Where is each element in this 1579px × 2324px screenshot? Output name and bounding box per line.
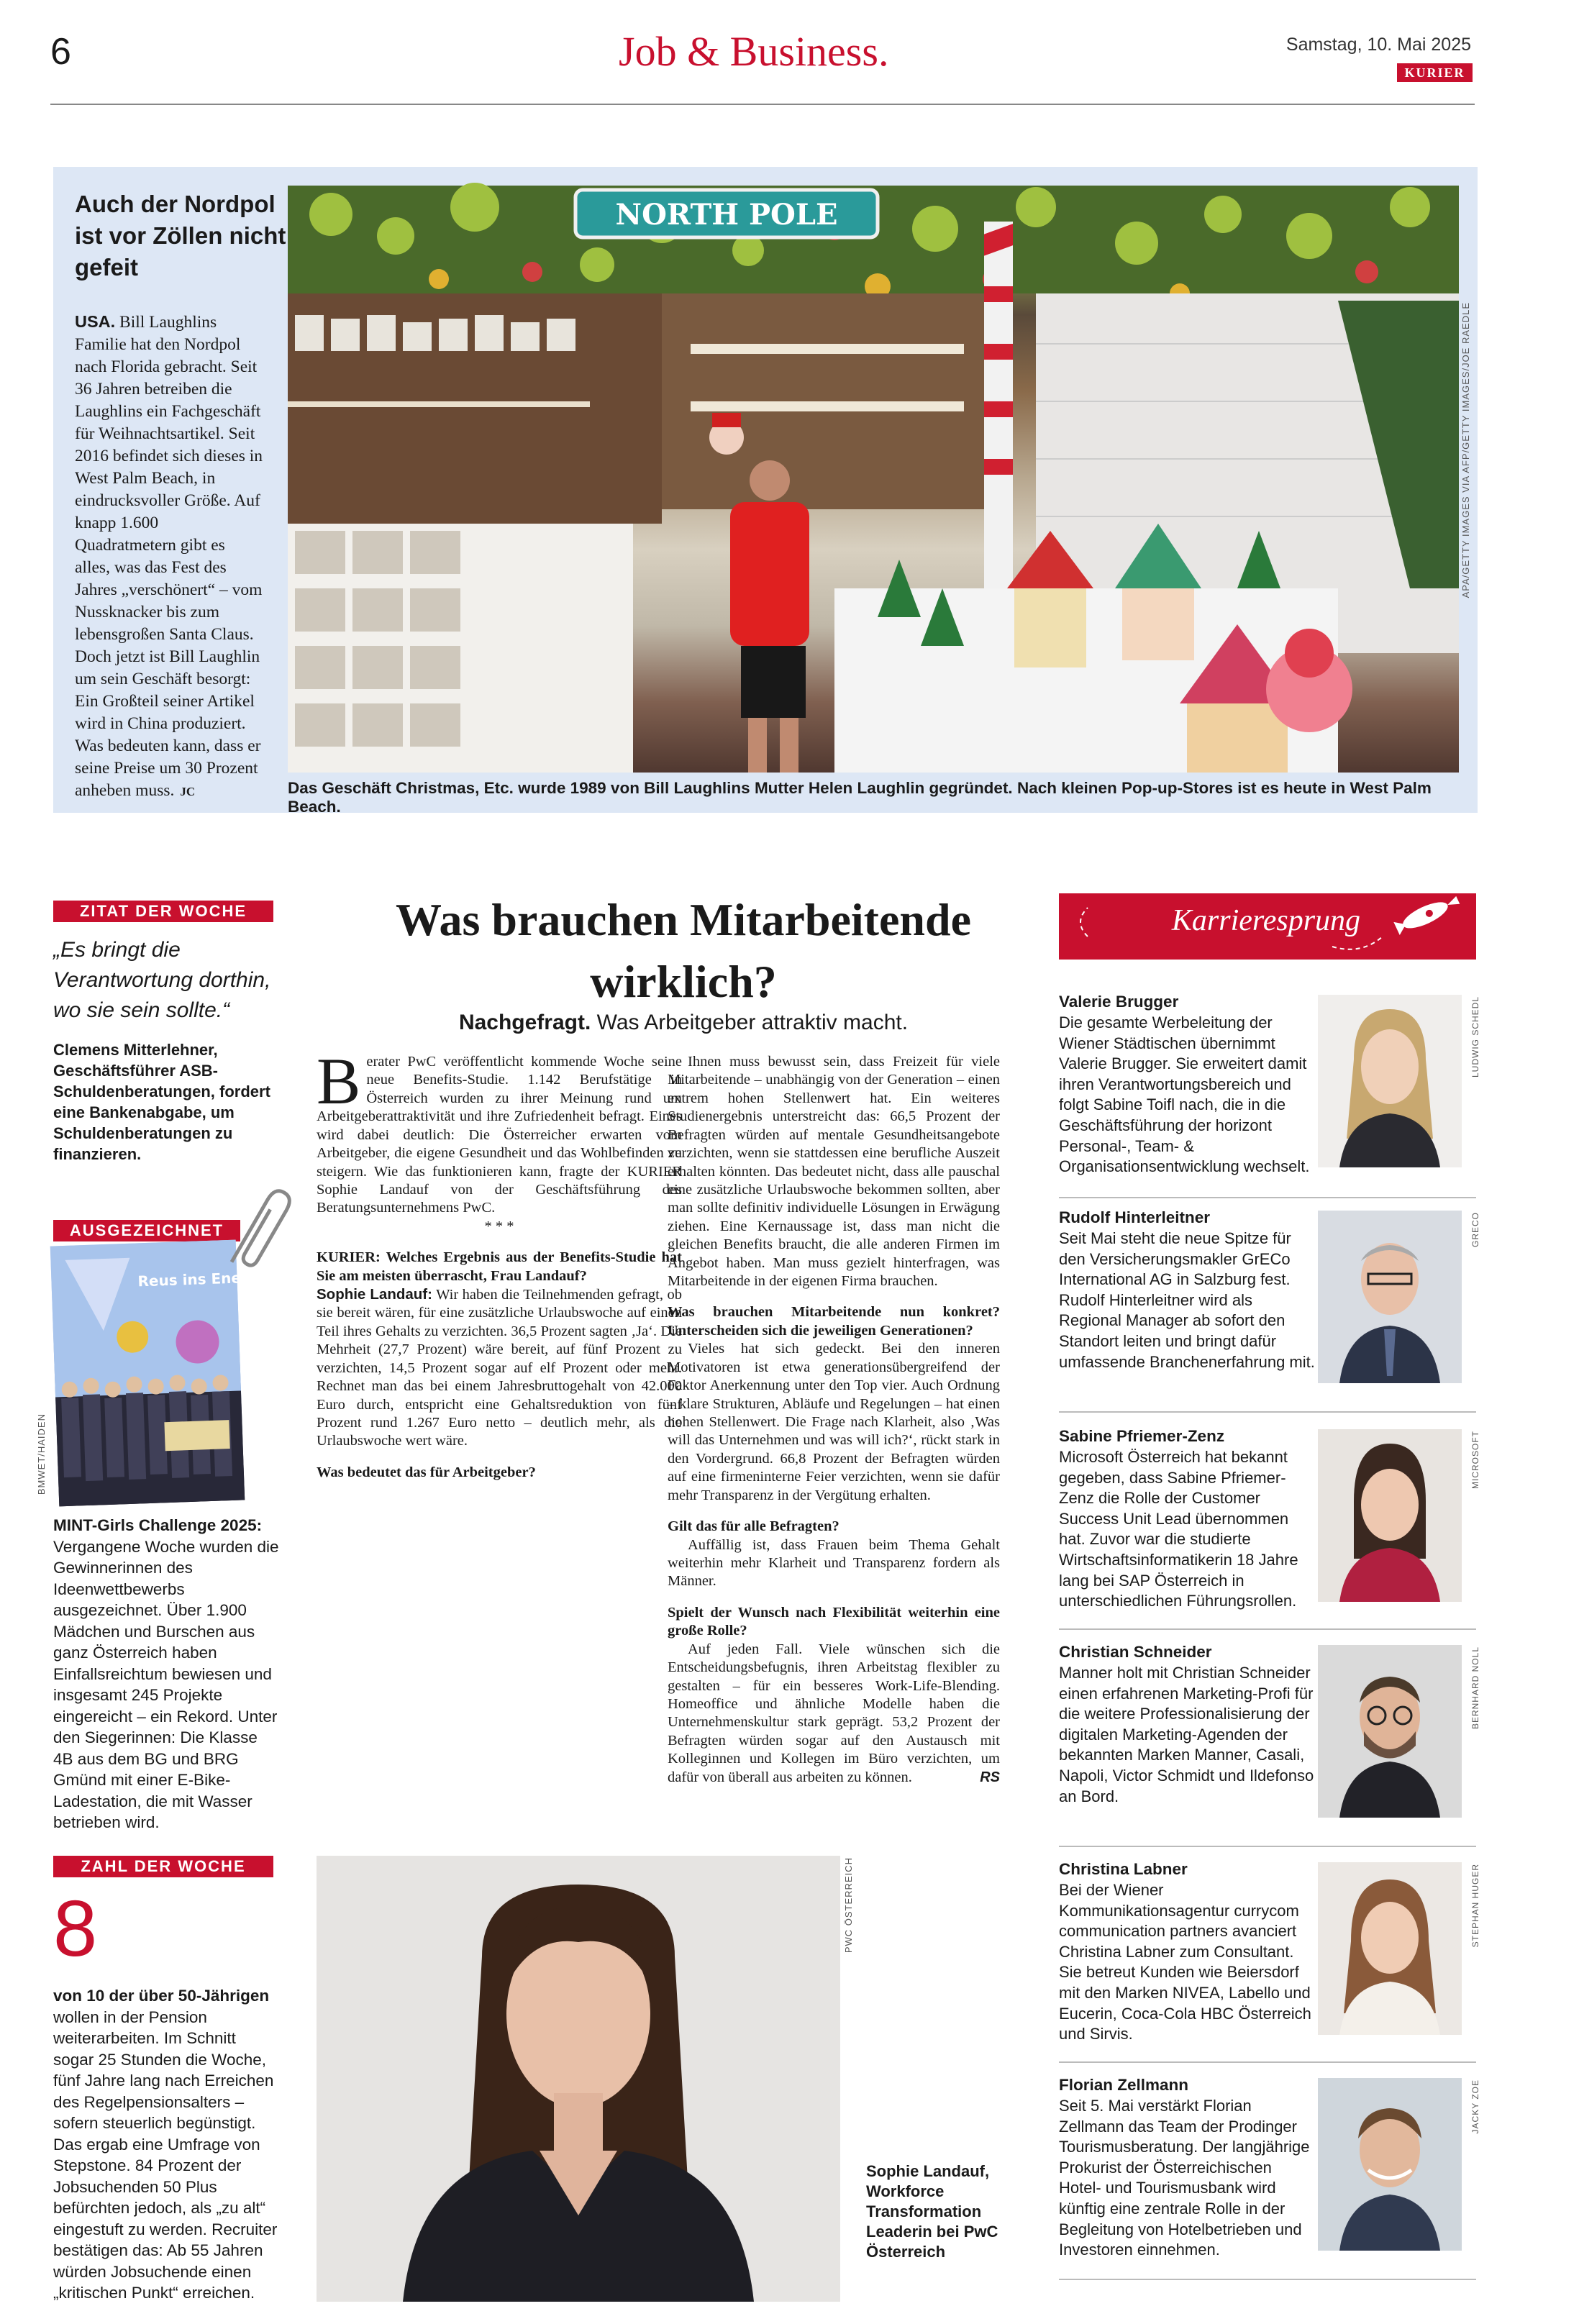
article-answer-3: Vieles hat sich gedeckt. Bei den inneren Motivatoren ist etwa generationsübergreifend der Faktor Anerkennung unter den Top vier. Auch Ordnung – klare Strukturen, Abläufe und Regelungen – hat einen hohen Stellenwert. Die Frage nach Klarheit, also ‚Was will das Unternehmen und was will ich?‘, rückt stark in den Vordergrund. 66,8 Prozent der Befragten würden auf eine firmeninterne Feier verzichten, wenn sie dafür mehr Transparenz in der Vergütung erhalten. xyxy=(668,1341,1000,1503)
article-question-4: Gilt das für alle Befragten? xyxy=(668,1518,839,1535)
profile-christina-labner xyxy=(1059,1860,1318,2045)
profile-divider xyxy=(1059,1846,1476,1847)
profile-credit: BERNHARD NOLL xyxy=(1470,1646,1480,1730)
sophie-landauf-portrait xyxy=(317,1856,840,2302)
nordpol-author: JC xyxy=(180,785,196,798)
nordpol-headline: Auch der Nordpol ist vor Zöllen nicht gefeit xyxy=(75,191,286,281)
nordpol-text: Bill Laughlins Familie hat den Nordpol nach Florida gebracht. Seit 36 Jahren betreiben die Laughlins ein Fachgeschäft für Weihnachtsartikel. Seit 2016 befindet sich dieses in West Palm Beach, in eindrucksvoller Größe. Auf knapp 1.600 Quadratmetern gibt es alles, was das Fest des Jahres „verschönert“ – vom Nussknacker bis zum lebensgroßen Santa Claus. Doch jetzt ist Bill Laughlin um sein Geschäft besorgt: Ein Großteil seiner Artikel wird in China produziert. Was bedeuten kann, dass er seine Preise um 30 Prozent anheben muss. xyxy=(75,313,263,800)
award-photo-credit: BMWET/HAIDEN xyxy=(36,1413,47,1495)
north-pole-store-illustration xyxy=(288,186,1459,773)
mint-girls-award-photo xyxy=(50,1240,325,1507)
profile-photo-florian-zellmann xyxy=(1318,2078,1462,2251)
profile-photo-sabine-pfriemer-zenz xyxy=(1318,1429,1462,1602)
north-pole-store-photo xyxy=(288,186,1459,773)
nordpol-lead: USA. xyxy=(75,312,116,331)
portrait-photo-credit: PWC ÖSTERREICH xyxy=(843,1857,854,1954)
profile-photo-rudolf-hinterleitner xyxy=(1318,1211,1462,1383)
zitat-quote: „Es bringt die Verantwortung dorthin, wo sie sein sollte.“ xyxy=(53,938,271,1022)
award-backdrop-text: Reus ins Energie durch xyxy=(137,1266,325,1290)
profile-divider xyxy=(1059,1197,1476,1198)
zahl-text xyxy=(53,1985,281,2304)
award-group-illustration xyxy=(50,1240,325,1507)
article-column-1 xyxy=(317,1044,682,1482)
profile-photo-christina-labner xyxy=(1318,1862,1462,2035)
article-subhead-text: Was Arbeitgeber attraktiv macht. xyxy=(596,1011,909,1034)
profile-text: Manner holt mit Christian Schneider einen erfahrenen Marketing-Profi für die weitere Professionalisierung der digitalen Marketing-Agenden der bekannten Marken Manner, Casali, Napoli, Victor Schmidt und Ildefonso an Bord. xyxy=(1059,1664,1314,1805)
profile-name: Christina Labner xyxy=(1059,1860,1188,1878)
profile-name: Christian Schneider xyxy=(1059,1643,1212,1661)
article-subhead xyxy=(309,1011,1057,1035)
profile-text: Die gesamte Werbeleitung der Wiener Städtischen übernimmt Valerie Brugger. Sie erweitert damit ihren Verantwortungsbereich und folgt Sabine Toifl nach, die in die Geschäftsführung der horizont Personal-, Team- & Organisationsentwicklung wechselt. xyxy=(1059,1013,1310,1176)
profile-name: Sabine Pfriemer-Zenz xyxy=(1059,1427,1225,1445)
article-dropcap: B xyxy=(317,1044,361,1118)
article-column-2 xyxy=(668,1053,1000,1787)
profile-name: Valerie Brugger xyxy=(1059,993,1179,1011)
profile-photo-christian-schneider xyxy=(1318,1645,1462,1818)
article-intro: erater PwC veröffentlicht kommende Woche seine neue Benefits-Studie. 1.142 Berufstätige in Österreich wurden zu ihrer Meinung rund um Arbeitgeberattraktivität und ihre Zufriedenheit befragt. Eines wird dabei deutlich: Die Österreicher erwarten vom Arbeitgeber, die eigene Gesundheit und das Wohlbefinden zu steigern. Wie das funktionieren kann, fragte der KURIER Sophie Landauf von der Geschäftsführung des Beratungsunternehmens PwC. xyxy=(317,1054,682,1216)
ausgezeichnet-label: AUSGEZEICHNET xyxy=(53,1220,240,1241)
profile-credit: JACKY ZOE xyxy=(1470,2079,1480,2134)
zahl-lead: von 10 der über 50-Jährigen xyxy=(53,1987,270,2005)
profile-text: Seit Mai steht die neue Spitze für den Versicherungsmakler GrECo International AG in Salzburg fest. Rudolf Hinterleitner wird als Regional Manager ab sofort den Standort leiten und bringt dafür umfassende Branchenerfahrung mit. xyxy=(1059,1229,1315,1371)
profile-sabine-pfriemer-zenz xyxy=(1059,1427,1318,1612)
profile-credit: STEPHAN HUGER xyxy=(1470,1864,1480,1948)
profile-rudolf-hinterleitner xyxy=(1059,1208,1318,1372)
profile-valerie-brugger xyxy=(1059,993,1318,1177)
profile-credit: MICROSOFT xyxy=(1470,1431,1480,1489)
header-rule xyxy=(50,104,1475,105)
profile-text: Bei der Wiener Kommunikationsagentur currycom communication partners avanciert Christina Labner zum Consultant. Sie betreut Kunden wie Beiersdorf mit den Marken NIVEA, Labello und Eucerin, Coca-Cola HBC Österreich und Sirvis. xyxy=(1059,1881,1311,2043)
profile-divider xyxy=(1059,1411,1476,1413)
article-question-2: Was bedeutet das für Arbeitgeber? xyxy=(317,1464,536,1480)
profile-divider xyxy=(1059,1628,1476,1630)
article-answer-1-name: Sophie Landauf: xyxy=(317,1286,432,1303)
profile-florian-zellmann xyxy=(1059,2076,1318,2261)
north-pole-sign: NORTH POLE xyxy=(615,198,838,232)
profile-credit: LUDWIG SCHEDL xyxy=(1470,996,1480,1078)
zahl-body: wollen in der Pension weiterarbeiten. Im Schnitt sogar 25 Stunden die Woche, fünf Jahre lang nach Erreichen des Regelpensionsalters – sofern steuerlich begünstigt. Das ergab eine Umfrage von Stepstone. 84 Prozent der Jobsuchenden 50 Plus befürchten jedoch, als „zu alt“ eingestuft zu werden. Recruiter bestätigen das: Ab 55 Jahren würden Jobsuchende einen „kritischen Punkt“ erreichen. xyxy=(53,2008,278,2302)
nordpol-photo-credit: APA/GETTY IMAGES VIA AFP/GETTY IMAGES/JOE RAEDLE xyxy=(1460,302,1471,598)
article-subhead-lead: Nachgefragt. xyxy=(458,1011,591,1034)
article-answer-5: Auf jeden Fall. Viele wünschen sich die Entscheidungsbefugnis, ihren Arbeitstag flexibler zu gestalten – für ein besseres Work-Life-Blending. Homeoffice und ähnliche Modelle haben die Unternehmenskultur stark geprägt. 53,2 Prozent der Befragten würden sogar auf den Austausch mit Kolleginnen und Kollegen im Büro verzichten, um dafür von überall aus arbeiten zu können. RS xyxy=(668,1641,1000,1787)
profile-divider xyxy=(1059,2279,1476,2280)
profile-name: Rudolf Hinterleitner xyxy=(1059,1208,1211,1226)
article-stars: * * * xyxy=(484,1218,514,1234)
kurier-logo: KURIER xyxy=(1397,63,1473,82)
mint-girls-lead: MINT-Girls Challenge 2025: xyxy=(53,1516,263,1534)
article-answer-4: Auffällig ist, dass Frauen beim Thema Gehalt weiterhin mehr Klarheit und Transparenz fordern als Männer. xyxy=(668,1536,1000,1590)
portrait-illustration xyxy=(317,1856,840,2302)
article-question-1: KURIER: Welches Ergebnis aus der Benefits-Studie hat Sie am meisten überrascht, Frau Landauf? xyxy=(317,1249,682,1284)
section-title: Job & Business. xyxy=(619,28,889,75)
article-question-3: Was brauchen Mitarbeitende nun konkret? Unterscheiden sich die jeweiligen Generationen? xyxy=(668,1304,1000,1339)
zitat-source: Clemens Mitterlehner, Geschäftsführer ASB-Schuldenberatungen, fordert eine Bankenabgabe, um Schuldenberatungen zu finanzieren. xyxy=(53,1041,270,1163)
profile-christian-schneider xyxy=(1059,1643,1318,1807)
paperclip-icon xyxy=(237,1180,288,1280)
nordpol-photo-caption: Das Geschäft Christmas, Etc. wurde 1989 von Bill Laughlins Mutter Helen Laughlin gegründet. Nach kleinen Pop-up-Stores ist es heute in West Palm Beach. xyxy=(288,779,1432,816)
profile-credit: GRECO xyxy=(1470,1212,1480,1248)
profile-photo-valerie-brugger xyxy=(1318,995,1462,1167)
karriere-title: Karrieresprung xyxy=(1171,904,1361,937)
mint-girls-body: Vergangene Woche wurden die Gewinnerinnen des Ideenwettbewerbs ausgezeichnet. Über 1.900 Mädchen und Burschen aus ganz Österreich haben Einfallsreichtum bewiesen und insgesamt 245 Projekte eingereicht – ein Rekord. Unter den Siegerinnen: Die Klasse 4B aus dem BG und BRG Gmünd mit einer E-Bike-Ladestation, die mit Wasser betrieben wird. xyxy=(53,1537,279,1831)
zahl-number: 8 xyxy=(53,1885,98,1973)
profile-divider xyxy=(1059,2061,1476,2063)
page-number: 6 xyxy=(50,31,71,73)
zitat-label: ZITAT DER WOCHE xyxy=(53,901,273,922)
nordpol-body xyxy=(75,311,263,803)
issue-date: Samstag, 10. Mai 2025 xyxy=(1286,35,1471,55)
profile-name: Florian Zellmann xyxy=(1059,2076,1189,2094)
portrait-caption: Sophie Landauf, Workforce Transformation Leaderin bei PwC Österreich xyxy=(866,2162,998,2261)
article-headline: Was brauchen Mitarbeitende wirklich? xyxy=(396,894,971,1007)
mint-girls-text xyxy=(53,1515,281,1833)
profile-text: Microsoft Österreich hat bekannt gegeben, dass Sabine Pfriemer-Zenz die Rolle der Customer Success Unit Lead übernommen hat. Zuvor war die studierte Wirtschaftsinformatikerin 18 Jahre lang bei SAP Österreich in unterschiedlichen Führungsrollen. xyxy=(1059,1448,1298,1610)
article-question-5: Spielt der Wunsch nach Flexibilität weiterhin eine große Rolle? xyxy=(668,1604,1000,1639)
profile-text: Seit 5. Mai verstärkt Florian Zellmann das Team der Prodinger Tourismusberatung. Der langjährige Prokurist der Österreichischen Hotel- und Tourismusbank wird künftig eine zentrale Rolle in der Begleitung von Hotelbetrieben und Investoren einnehmen. xyxy=(1059,2097,1310,2259)
article-answer-1: Wir haben die Teilnehmenden gefragt, ob sie bereit wären, für eine zusätzliche Urlaubswoche auf einen Teil ihres Gehalts zu verzichten. 36,5 Prozent sagten ‚Ja‘. Die Mehrheit (27,7 Prozent) wäre bereit, auf fünf Prozent zu verzichten, 14,5 Prozent sogar auf elf Prozent oder mehr. Rechnet man das bei einem Jahresbruttogehalt von 42.000 Euro durch, entspricht eine Gehaltsreduktion von fünf Prozent rund 1.267 Euro netto – deutlich mehr, als die Urlaubswoche wert wäre. xyxy=(317,1287,682,1449)
article-answer-2: Ihnen muss bewusst sein, dass Freizeit für viele Mitarbeitende – unabhängig von der Generation – einen extrem hohen Stellenwert hat. Ein weiteres Studienergebnis unterstreicht das: 66,5 Prozent der Befragten würden auf mentale Gesundheitsangebote verzichten, wenn sie stattdessen eine berufliche Auszeit erhalten könnten. Das bedeutet nicht, dass alle pauschal eine zusätzliche Urlaubswoche bekommen sollten, aber man sollte definitiv individuelle Lösungen in Erwägung ziehen. Eine Kernaussage ist, dass man nicht die gleichen Benefits braucht, die alle anderen Firmen im Angebot haben. Man muss gezielt hinterfragen, was Mitarbeitende in der eigenen Firma brauchen. xyxy=(668,1054,1000,1290)
article-author: RS xyxy=(980,1769,1000,1785)
zahl-label: ZAHL DER WOCHE xyxy=(53,1856,273,1877)
